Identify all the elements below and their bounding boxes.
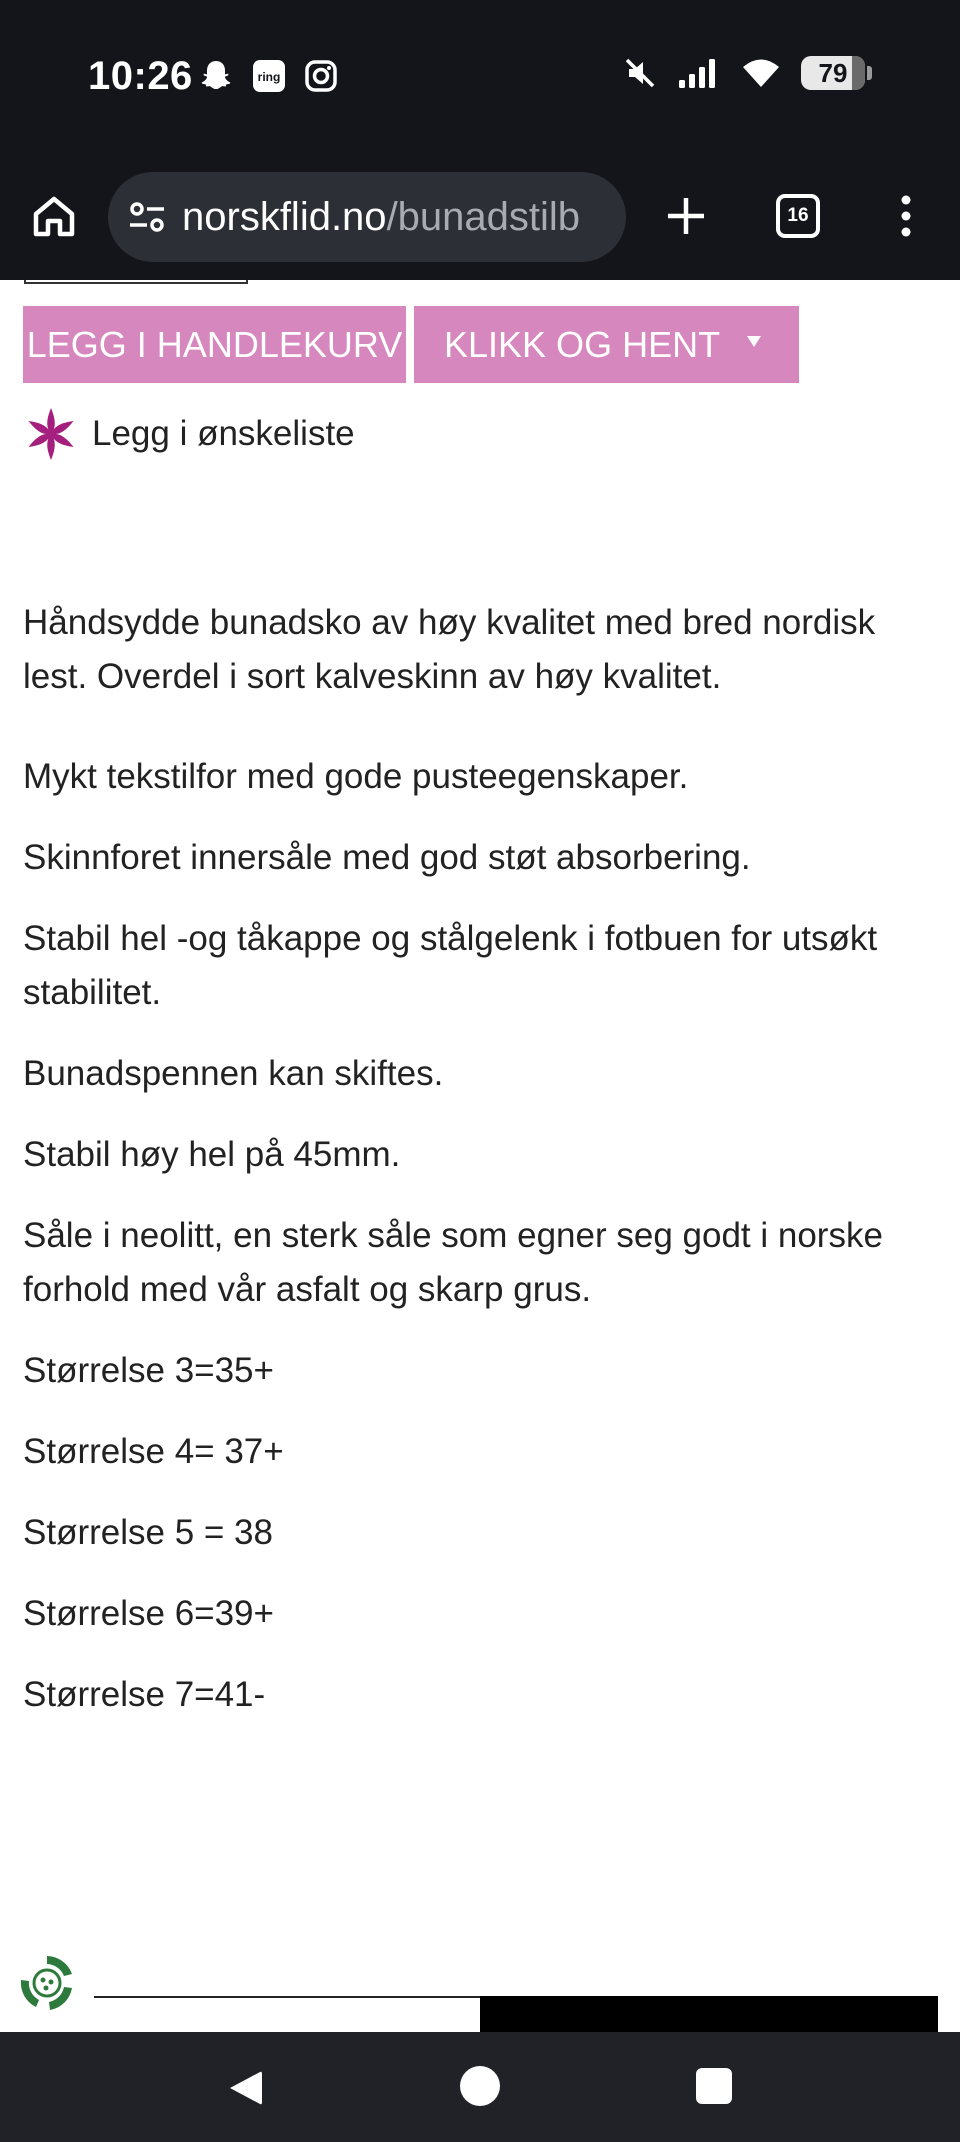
battery-level: 79 (818, 57, 848, 88)
notification-icons (198, 58, 338, 94)
mute-icon (623, 56, 657, 90)
click-and-collect-button[interactable] (414, 306, 799, 383)
system-icons (623, 56, 872, 90)
description-paragraph: Bunadspennen kan skiftes. (23, 1054, 444, 1093)
description-paragraph: Stabil høy hel på 45mm. (23, 1135, 401, 1174)
description-paragraph: Mykt tekstilfor med gode pusteegenskaper. (23, 757, 689, 796)
footer-dark-button[interactable] (480, 1996, 938, 2032)
description-paragraph: Skinnforet innersåle med god støt absorbering. (23, 838, 751, 877)
site-settings-icon[interactable] (126, 196, 168, 238)
size-line: Størrelse 6=39+ (23, 1594, 274, 1633)
recycle-badge-icon[interactable] (14, 1950, 80, 2016)
recents-icon[interactable] (696, 2068, 732, 2104)
url-text[interactable] (182, 195, 580, 240)
system-nav-bar (0, 2032, 960, 2142)
instagram-icon (304, 59, 338, 93)
url-bar[interactable] (108, 172, 626, 262)
page-content (0, 280, 960, 2032)
home-button-icon[interactable] (460, 2066, 500, 2106)
wishlist-link[interactable] (24, 406, 355, 462)
description-paragraph: Håndsydde bunadsko av høy kvalitet med bred nordisk lest. Overdel i sort kalveskinn av høy kvalitet. (23, 603, 876, 696)
browser-toolbar (0, 156, 960, 280)
wishlist-star-icon (24, 406, 78, 462)
description-paragraph: Såle i neolitt, en sterk såle som egner seg godt i norske forhold med vår asfalt og skarp grus. (23, 1216, 883, 1309)
signal-icon (677, 56, 721, 90)
ring-icon (252, 59, 286, 93)
wifi-icon (741, 56, 781, 90)
quantity-field-edge (24, 280, 248, 284)
url-path: /bunadstilb (386, 194, 581, 239)
click-and-collect-label: KLIKK OG HENT (444, 323, 721, 365)
size-line: Størrelse 4= 37+ (23, 1432, 284, 1471)
status-time: 10:26 (88, 54, 193, 98)
chevron-down-icon (747, 336, 761, 347)
url-domain: norskflid.no (182, 194, 387, 239)
size-line: Størrelse 5 = 38 (23, 1513, 273, 1552)
product-description (23, 596, 943, 1749)
snapchat-icon (198, 58, 234, 94)
description-paragraph: Stabil hel -og tåkappe og stålgelenk i fotbuen for utsøkt stabilitet. (23, 919, 878, 1012)
home-icon[interactable] (30, 192, 78, 240)
footer-input-edge (94, 1996, 480, 1998)
wishlist-label: Legg i ønskeliste (92, 414, 355, 453)
back-icon[interactable] (226, 2068, 266, 2108)
battery-icon (801, 56, 872, 90)
add-to-cart-button[interactable]: LEGG I HANDLEKURV (23, 306, 406, 383)
tab-switcher-button[interactable]: 16 (776, 194, 820, 238)
new-tab-icon[interactable] (662, 192, 710, 240)
size-line: Størrelse 7=41- (23, 1675, 266, 1714)
size-line: Størrelse 3=35+ (23, 1351, 274, 1390)
ring-icon-label: ring (257, 70, 281, 84)
status-bar (0, 0, 960, 156)
overflow-menu-icon[interactable] (894, 192, 918, 240)
